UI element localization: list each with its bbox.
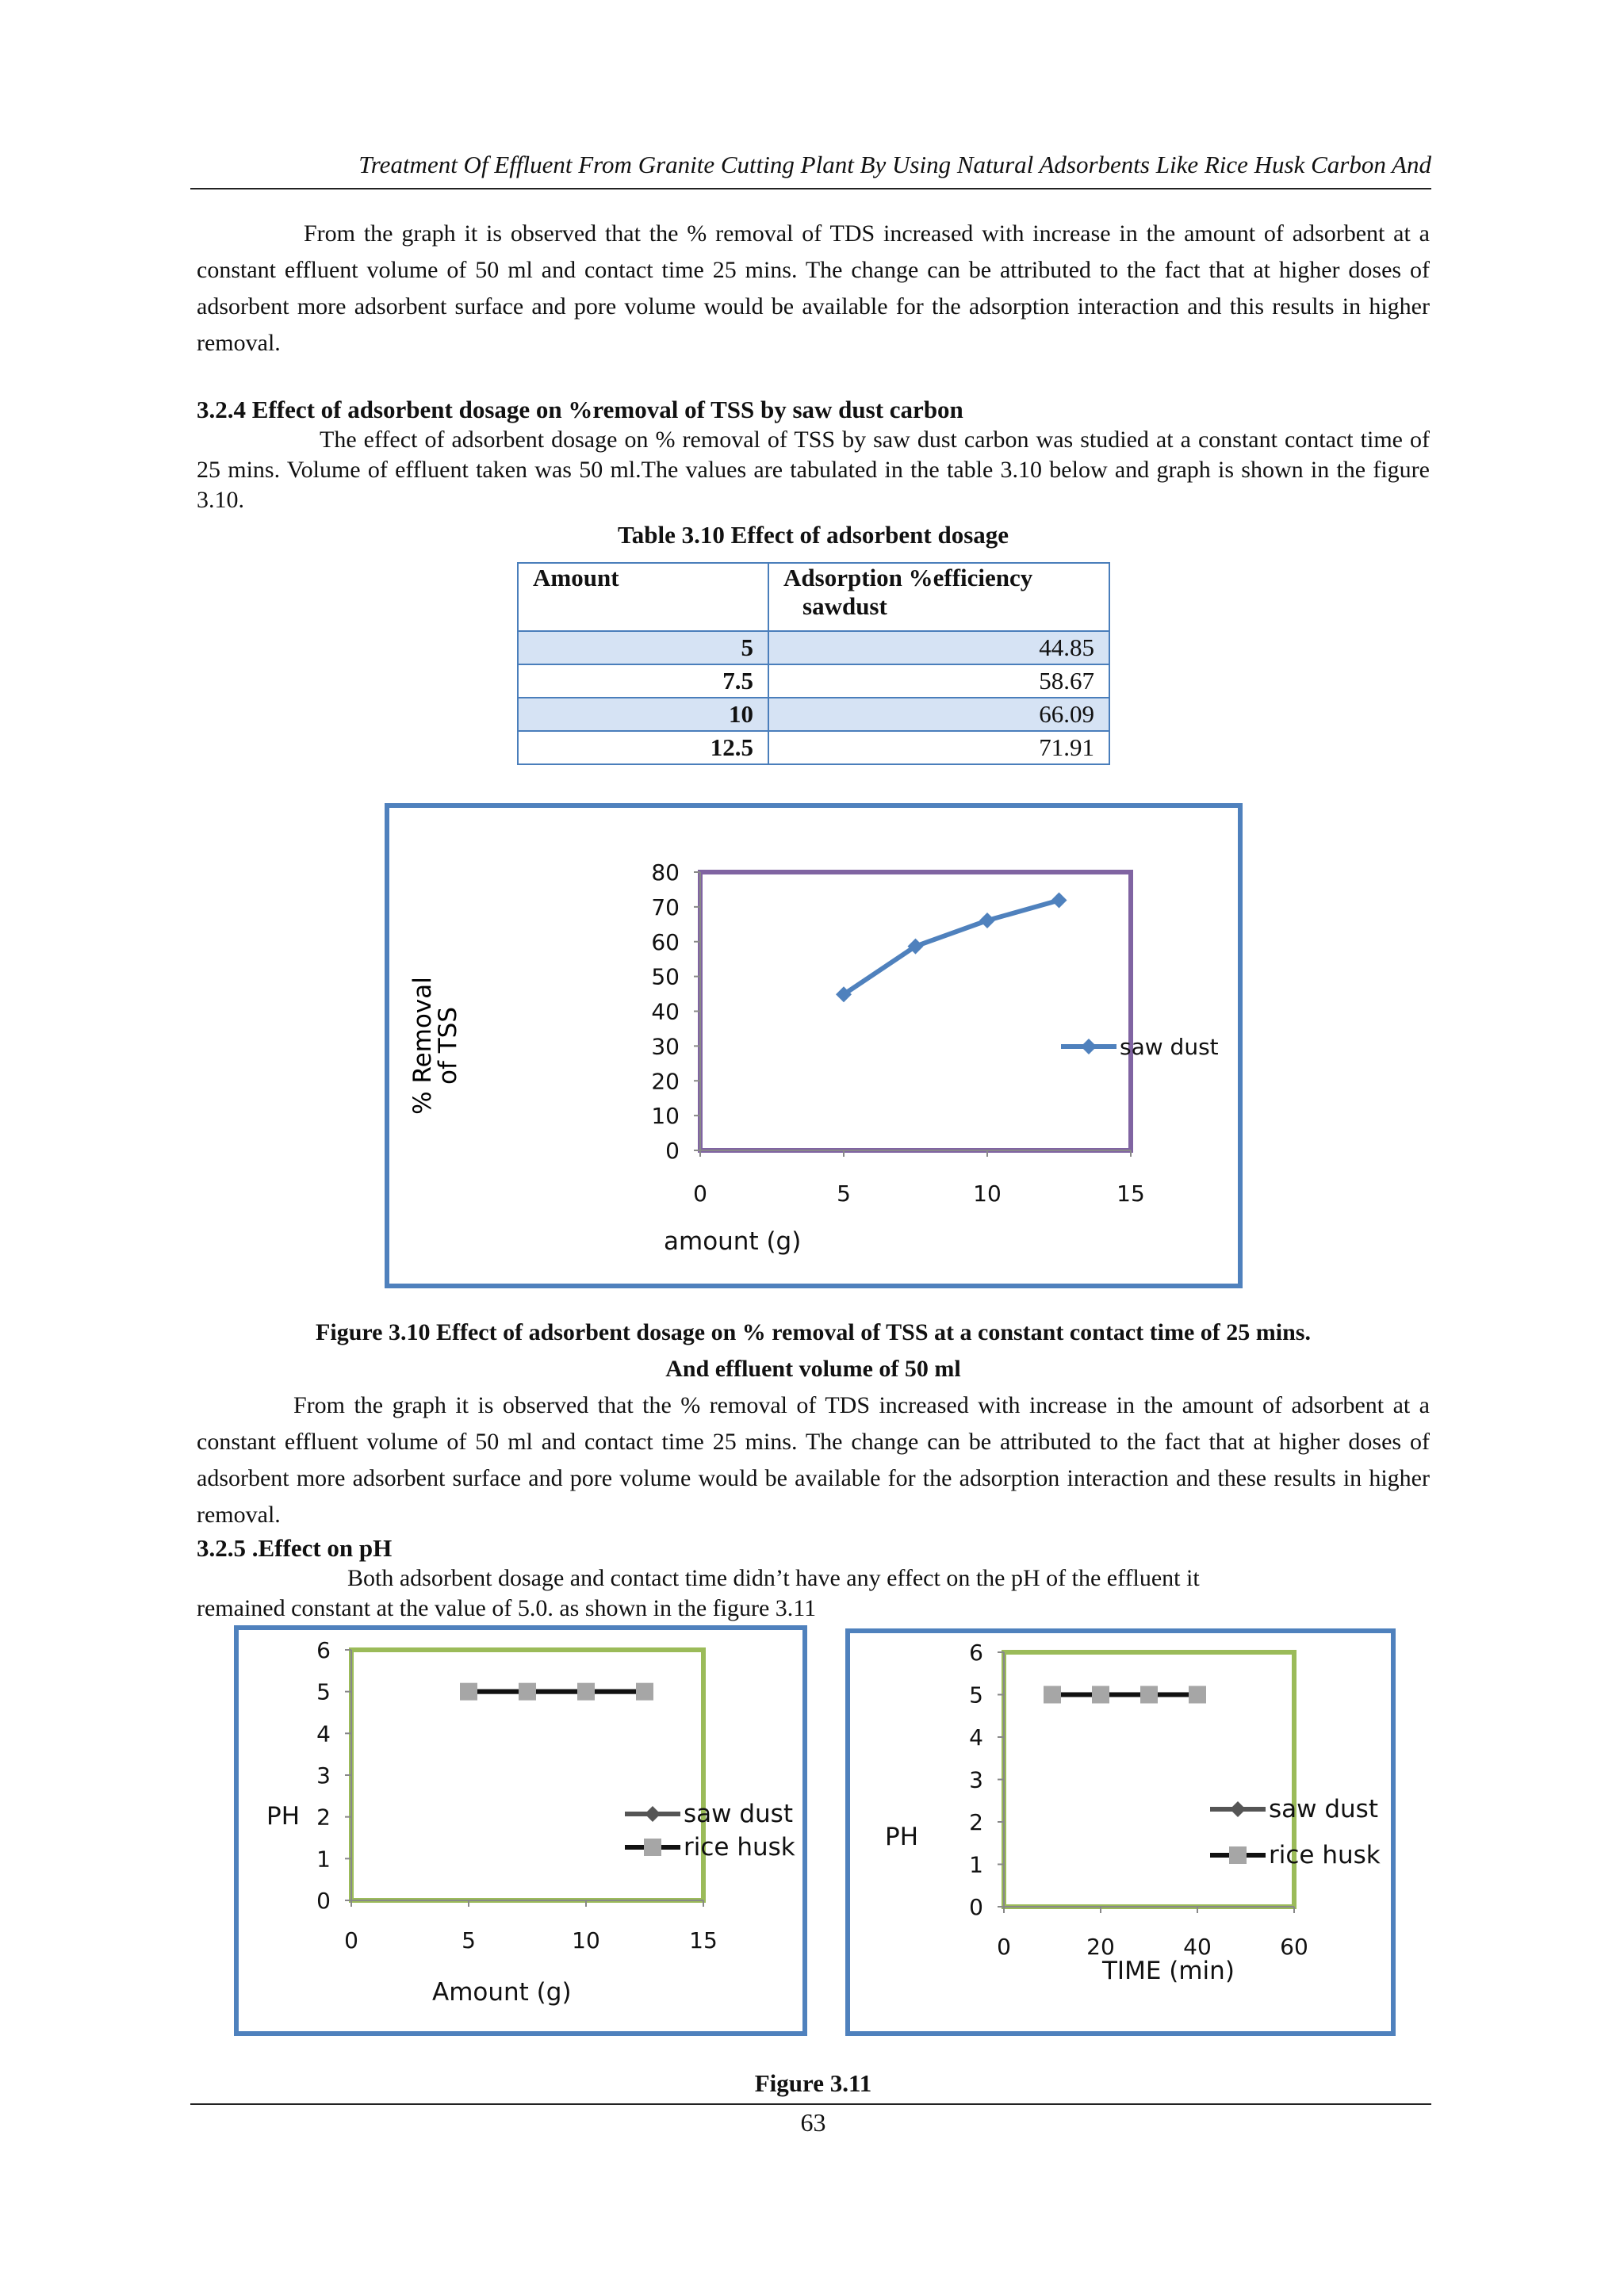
y-tick-label: 10 xyxy=(651,1103,680,1130)
section-heading-3-2-4: 3.2.4 Effect of adsorbent dosage on %removal of TSS by saw dust carbon xyxy=(197,396,963,423)
table-cell-amount: 5 xyxy=(518,631,768,664)
table-header-efficiency-line2: sawdust xyxy=(802,592,887,620)
y-tick-label: 3 xyxy=(316,1762,331,1789)
y-tick-label: 4 xyxy=(316,1720,331,1747)
ph-vs-time-chart xyxy=(850,1633,1391,2031)
y-axis-title: PH xyxy=(266,1802,301,1831)
y-tick-label: 1 xyxy=(316,1846,331,1873)
data-point xyxy=(1092,1686,1109,1704)
y-tick-label: 6 xyxy=(969,1640,983,1666)
legend-marker xyxy=(644,1839,661,1856)
legend-marker xyxy=(1230,1801,1246,1817)
data-point xyxy=(979,913,995,928)
data-point xyxy=(577,1683,595,1701)
section-3-2-4-text xyxy=(197,425,1430,515)
section-3-2-5-text-line1: Both adsorbent dosage and contact time didn’t have any effect on the pH of the effluent it xyxy=(347,1565,1200,1591)
x-tick-label: 20 xyxy=(1086,1934,1115,1960)
table-cell-amount: 12.5 xyxy=(518,731,768,764)
ph-vs-amount-chart xyxy=(239,1630,802,2031)
legend-marker xyxy=(645,1806,661,1822)
table-cell-value: 66.09 xyxy=(768,698,1109,731)
y-tick-label: 2 xyxy=(969,1809,983,1835)
y-tick-label: 0 xyxy=(969,1894,983,1920)
y-tick-label: 5 xyxy=(316,1678,331,1705)
y-tick-label: 60 xyxy=(651,928,680,955)
paragraph-1-text: From the graph it is observed that the % removal of TDS increased with increase in the amount of adsorbent at a constant effluent volume of 50 ml and contact time 25 mins. The change can be attributed to the fact that at higher doses of adsorbent more adsorbent surface and pore volume would be available for the adsorption interaction and this results in higher removal. xyxy=(197,220,1430,356)
y-axis-title-line1: % Removal xyxy=(408,977,437,1115)
legend-marker xyxy=(1229,1846,1247,1864)
header-rule xyxy=(190,188,1431,189)
paragraph-1 xyxy=(197,216,1430,362)
section-3-2-4-body: The effect of adsorbent dosage on % removal of TSS by saw dust carbon was studied at a constant contact time of 25 mins. Volume of effluent taken was 50 ml.The values are tabulated in the table 3.10 below and graph is shown in the figure 3.10. xyxy=(197,427,1430,513)
y-tick-label: 0 xyxy=(665,1138,680,1164)
x-tick-label: 0 xyxy=(693,1181,707,1207)
table-cell-amount: 7.5 xyxy=(518,664,768,698)
running-header: Treatment Of Effluent From Granite Cutting Plant By Using Natural Adsorbents Like Rice Husk Carbon And xyxy=(358,151,1431,178)
x-tick-label: 10 xyxy=(572,1927,600,1954)
x-tick-label: 0 xyxy=(344,1927,358,1954)
y-axis-title-group xyxy=(408,977,462,1115)
data-point xyxy=(1189,1686,1206,1704)
y-tick-label: 6 xyxy=(316,1637,331,1663)
y-tick-label: 30 xyxy=(651,1033,680,1060)
data-point xyxy=(519,1683,536,1701)
series-line xyxy=(844,900,1059,994)
table-caption: Table 3.10 Effect of adsorbent dosage xyxy=(617,521,1009,549)
y-tick-label: 0 xyxy=(316,1888,331,1914)
section-3-2-5-text-line2: remained constant at the value of 5.0. as shown in the figure 3.11 xyxy=(197,1595,817,1621)
data-point xyxy=(460,1683,477,1701)
x-tick-label: 0 xyxy=(997,1934,1011,1960)
table-header-efficiency-line1: Adsorption %efficiency xyxy=(783,564,1033,591)
x-axis-title: Amount (g) xyxy=(432,1978,572,2007)
figure-3-11-caption: Figure 3.11 xyxy=(754,2069,872,2097)
x-tick-label: 5 xyxy=(462,1927,476,1954)
section-heading-3-2-5: 3.2.5 .Effect on pH xyxy=(197,1534,393,1562)
table-cell-value: 44.85 xyxy=(768,631,1109,664)
x-tick-label: 15 xyxy=(689,1927,718,1954)
y-axis-title: PH xyxy=(885,1823,919,1851)
table-row xyxy=(518,664,1109,698)
legend-marker xyxy=(1081,1039,1097,1054)
data-point xyxy=(636,1683,653,1701)
table-header-row xyxy=(518,563,1109,631)
data-point xyxy=(1140,1686,1158,1704)
x-tick-label: 40 xyxy=(1183,1934,1212,1960)
y-tick-label: 3 xyxy=(969,1766,983,1793)
table-header-amount: Amount xyxy=(518,563,768,631)
y-tick-label: 70 xyxy=(651,894,680,920)
data-point xyxy=(1044,1686,1061,1704)
x-axis-title: TIME (min) xyxy=(1102,1957,1235,1985)
legend-label: saw dust xyxy=(684,1800,793,1828)
legend-label: rice husk xyxy=(684,1833,795,1862)
y-axis-title-line2: of TSS xyxy=(434,1006,462,1085)
y-tick-label: 40 xyxy=(651,998,680,1025)
table-header-efficiency xyxy=(768,563,1109,631)
x-tick-label: 5 xyxy=(837,1181,851,1207)
plot-area-frame xyxy=(700,872,1131,1150)
figure-3-10-frame xyxy=(385,803,1243,1288)
x-tick-label: 60 xyxy=(1280,1934,1308,1960)
legend-label: saw dust xyxy=(1269,1795,1378,1823)
table-row xyxy=(518,631,1109,664)
figure-3-11-right-frame xyxy=(845,1628,1396,2036)
y-tick-label: 50 xyxy=(651,963,680,990)
data-table xyxy=(517,562,1110,765)
legend-label: rice husk xyxy=(1269,1841,1381,1869)
table-row xyxy=(518,731,1109,764)
y-tick-label: 1 xyxy=(969,1851,983,1878)
footer-rule xyxy=(190,2103,1431,2105)
table-cell-value: 71.91 xyxy=(768,731,1109,764)
figure-3-10-caption-line1: Figure 3.10 Effect of adsorbent dosage on % removal of TSS at a constant contact time of 25 mins. xyxy=(316,1319,1311,1345)
figure-3-10-caption-line2: And effluent volume of 50 ml xyxy=(665,1356,961,1382)
data-point xyxy=(1051,892,1067,908)
x-tick-label: 15 xyxy=(1116,1181,1145,1207)
page-number: 63 xyxy=(800,2108,826,2137)
paragraph-2-text: From the graph it is observed that the % removal of TDS increased with increase in the amount of adsorbent at a constant effluent volume of 50 ml and contact time 25 mins. The change can be attributed to the fact that at higher doses of adsorbent more adsorbent surface and pore volume would be available for the adsorption interaction and these results in higher removal. xyxy=(197,1392,1430,1528)
y-tick-label: 80 xyxy=(651,859,680,886)
table-cell-amount: 10 xyxy=(518,698,768,731)
table-cell-value: 58.67 xyxy=(768,664,1109,698)
table-row xyxy=(518,698,1109,731)
tss-removal-chart xyxy=(389,808,1238,1284)
legend-label: saw dust xyxy=(1120,1034,1219,1060)
y-tick-label: 2 xyxy=(316,1804,331,1831)
y-tick-label: 4 xyxy=(969,1724,983,1751)
y-tick-label: 5 xyxy=(969,1682,983,1709)
figure-3-11-left-frame xyxy=(234,1625,807,2036)
x-tick-label: 10 xyxy=(973,1181,1002,1207)
y-tick-label: 20 xyxy=(651,1068,680,1095)
x-axis-title: amount (g) xyxy=(664,1227,802,1256)
paragraph-2 xyxy=(197,1387,1430,1533)
